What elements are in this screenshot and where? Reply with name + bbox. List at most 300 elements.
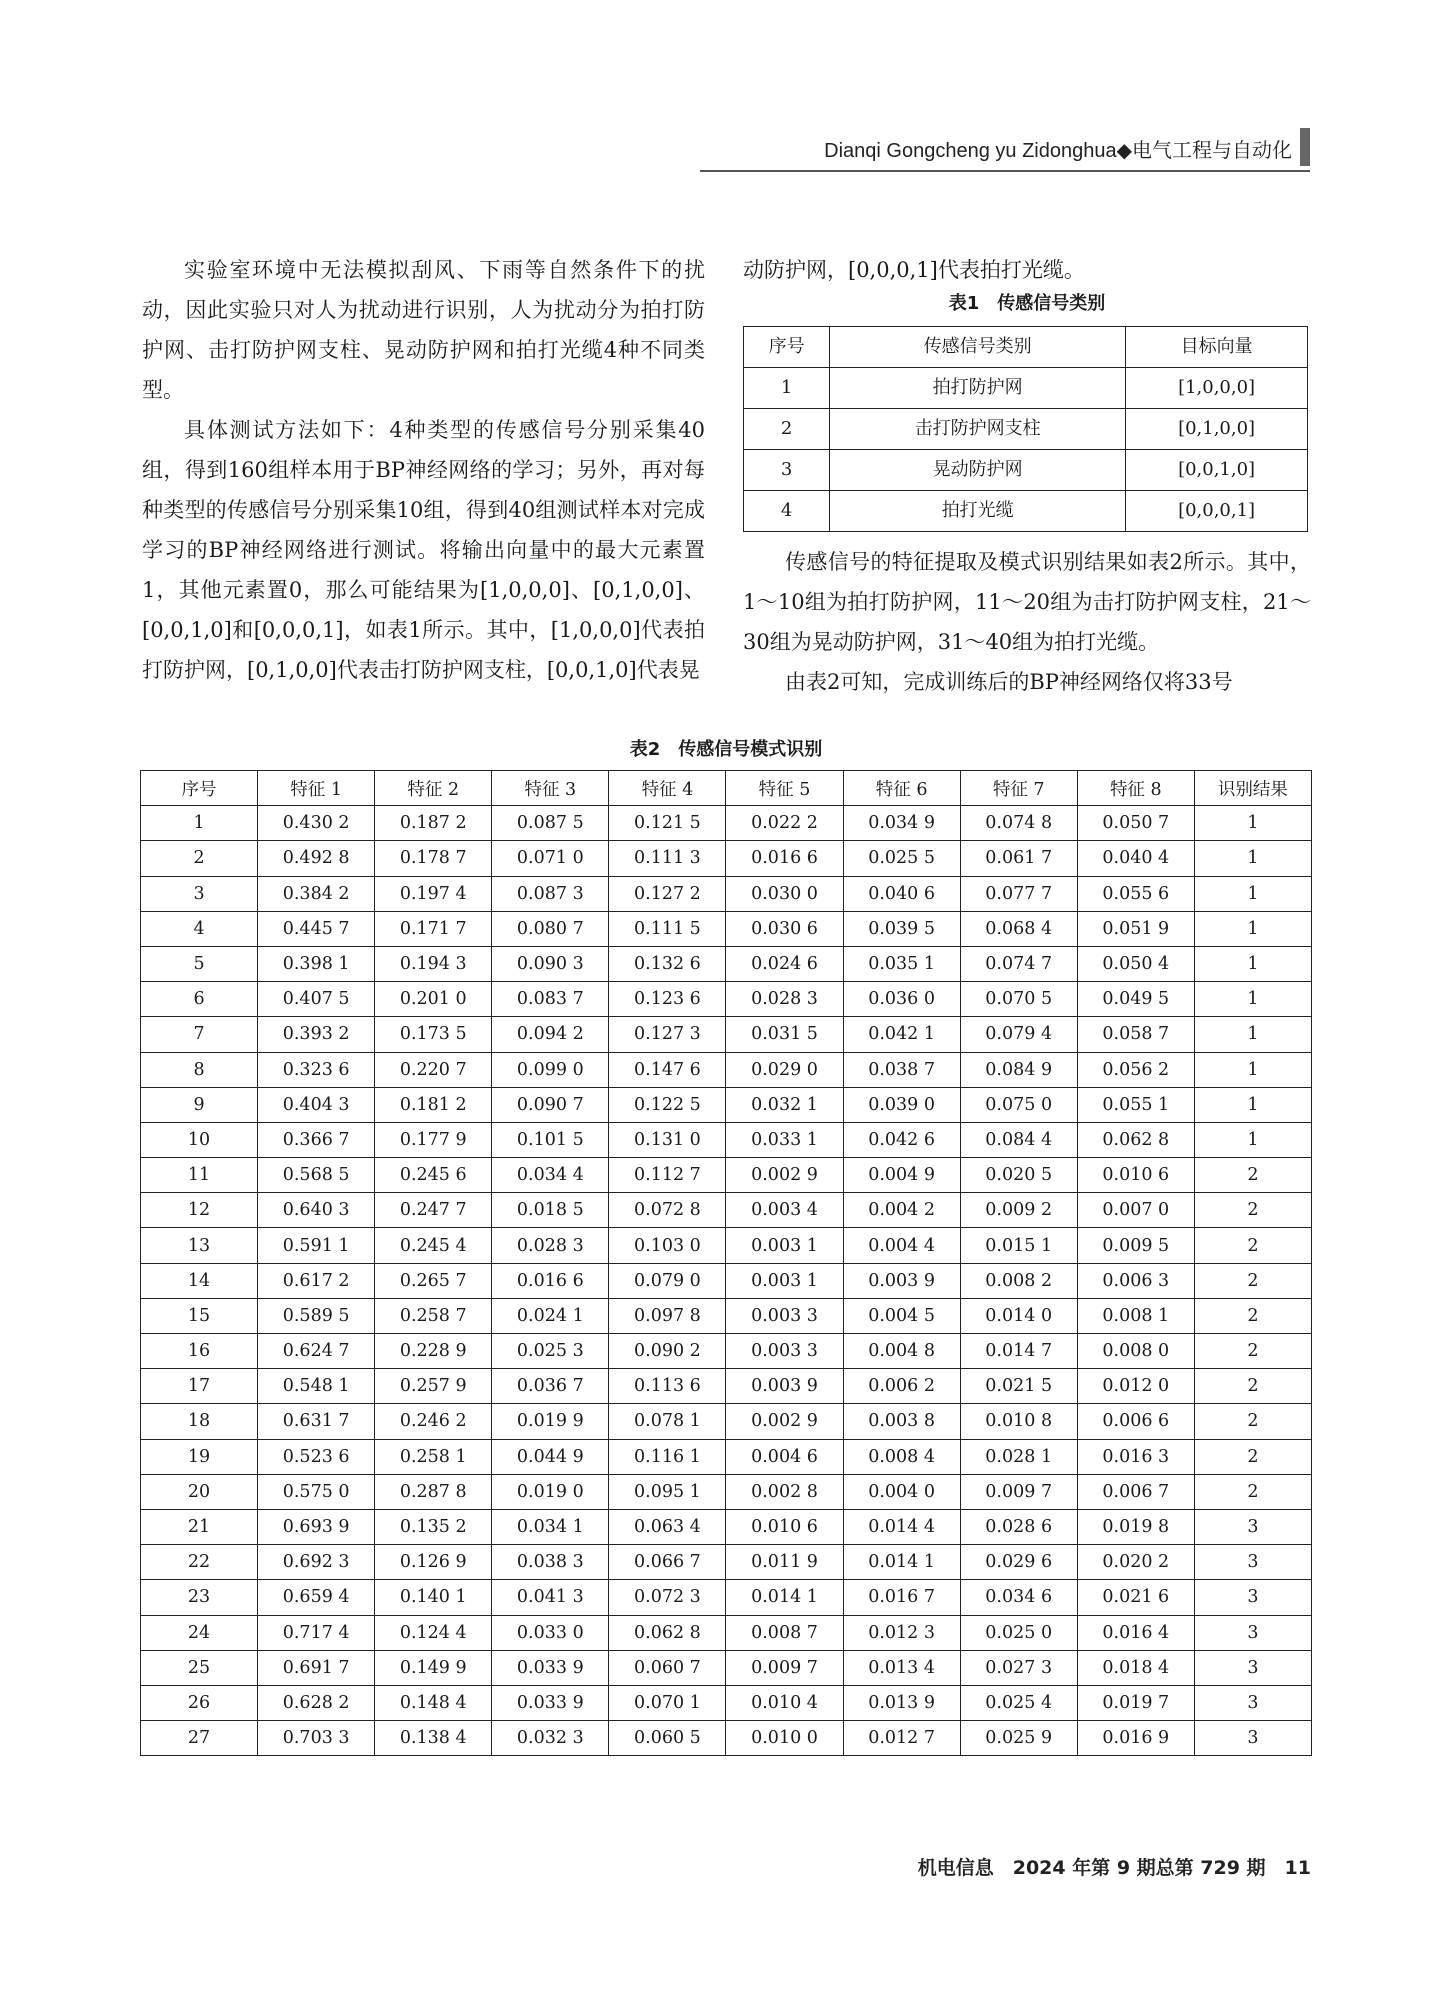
table-cell: 拍打防护网 <box>830 368 1126 409</box>
table-cell: 0.010 8 <box>960 1404 1077 1439</box>
table-cell: 0.071 0 <box>492 841 609 876</box>
table-cell: 1 <box>1194 806 1311 841</box>
table-cell: 2 <box>1194 1158 1311 1193</box>
table-row <box>141 1298 1312 1333</box>
table-cell: 23 <box>141 1580 258 1615</box>
table-cell: 0.014 0 <box>960 1298 1077 1333</box>
table-cell: 0.040 4 <box>1077 841 1194 876</box>
column-header: 序号 <box>744 327 830 368</box>
table-cell: 0.010 0 <box>726 1721 843 1756</box>
table-cell: 0.032 3 <box>492 1721 609 1756</box>
table-cell: [0,0,0,1] <box>1126 491 1308 532</box>
table-cell: 0.028 1 <box>960 1439 1077 1474</box>
paragraph: 动防护网，[0,0,0,1]代表拍打光缆。 <box>743 258 1085 282</box>
table-cell: 0.245 4 <box>375 1228 492 1263</box>
header-bar <box>1300 128 1310 166</box>
table-cell: 0.006 7 <box>1077 1474 1194 1509</box>
table-cell: 0.147 6 <box>609 1052 726 1087</box>
table-cell: 0.025 0 <box>960 1615 1077 1650</box>
table-cell: 0.617 2 <box>258 1263 375 1298</box>
table-cell: 0.033 9 <box>492 1650 609 1685</box>
table-cell: 0.002 9 <box>726 1404 843 1439</box>
table-cell: 0.009 2 <box>960 1193 1077 1228</box>
table-cell: 0.019 9 <box>492 1404 609 1439</box>
table-cell: 0.004 6 <box>726 1439 843 1474</box>
table-cell: 0.008 1 <box>1077 1298 1194 1333</box>
table-cell: 8 <box>141 1052 258 1087</box>
table-cell: 11 <box>141 1158 258 1193</box>
table-cell: 0.016 4 <box>1077 1615 1194 1650</box>
table-cell: 0.010 6 <box>726 1509 843 1544</box>
table-cell: 0.257 9 <box>375 1369 492 1404</box>
table-cell: [1,0,0,0] <box>1126 368 1308 409</box>
table-cell: 0.025 9 <box>960 1721 1077 1756</box>
table-cell: 0.031 5 <box>726 1017 843 1052</box>
table-cell: 0.003 1 <box>726 1263 843 1298</box>
column-header: 特征 4 <box>609 771 726 806</box>
table-cell: 0.030 6 <box>726 911 843 946</box>
table-row <box>141 1052 1312 1087</box>
table2-caption: 表2 传感信号模式识别 <box>629 739 823 760</box>
table-cell: 0.121 5 <box>609 806 726 841</box>
table2 <box>140 770 1312 1756</box>
table-cell: 0.628 2 <box>258 1685 375 1720</box>
table-cell: 0.101 5 <box>492 1122 609 1157</box>
table-cell: 0.061 7 <box>960 841 1077 876</box>
table-cell: 0.097 8 <box>609 1298 726 1333</box>
table-cell: 0.056 2 <box>1077 1052 1194 1087</box>
paragraph: 实验室环境中无法模拟刮风、下雨等自然条件下的扰动，因此实验只对人为扰动进行识别，人为扰动分为拍打防护网、击打防护网支柱、晃动防护网和拍打光缆4种不同类型。 <box>142 258 705 402</box>
table-cell: 0.631 7 <box>258 1404 375 1439</box>
table-row <box>141 1369 1312 1404</box>
column-header: 序号 <box>141 771 258 806</box>
table-cell: 0.074 8 <box>960 806 1077 841</box>
table-cell: 0.033 0 <box>492 1615 609 1650</box>
table-cell: 0.038 3 <box>492 1545 609 1580</box>
table-row <box>141 911 1312 946</box>
table-cell: 0.038 7 <box>843 1052 960 1087</box>
column-header: 识别结果 <box>1194 771 1311 806</box>
table-cell: 1 <box>1194 1087 1311 1122</box>
table-cell: 2 <box>1194 1228 1311 1263</box>
table-cell: 0.103 0 <box>609 1228 726 1263</box>
table-cell: 0.072 8 <box>609 1193 726 1228</box>
table-cell: 0.004 4 <box>843 1228 960 1263</box>
table-cell: 6 <box>141 982 258 1017</box>
table-cell: 1 <box>1194 1122 1311 1157</box>
table-cell: 0.135 2 <box>375 1509 492 1544</box>
table-cell: 16 <box>141 1334 258 1369</box>
table-cell: 0.013 9 <box>843 1685 960 1720</box>
table-cell: 4 <box>141 911 258 946</box>
table1-header-row <box>744 327 1308 368</box>
table-cell: 5 <box>141 946 258 981</box>
table-cell: 0.050 4 <box>1077 946 1194 981</box>
table-cell: 0.094 2 <box>492 1017 609 1052</box>
table-cell: 0.099 0 <box>492 1052 609 1087</box>
table-cell: 0.021 6 <box>1077 1580 1194 1615</box>
table-cell: 10 <box>141 1122 258 1157</box>
table-row <box>141 806 1312 841</box>
table-cell: 0.006 3 <box>1077 1263 1194 1298</box>
column-header: 特征 5 <box>726 771 843 806</box>
table-cell: 0.407 5 <box>258 982 375 1017</box>
table-cell: 0.042 6 <box>843 1122 960 1157</box>
table-cell: 0.003 4 <box>726 1193 843 1228</box>
table-cell: 0.083 7 <box>492 982 609 1017</box>
table-cell: 0.012 3 <box>843 1615 960 1650</box>
table-cell: 3 <box>1194 1580 1311 1615</box>
table-cell: 0.194 3 <box>375 946 492 981</box>
table1-body <box>744 368 1308 532</box>
table-cell: 0.051 9 <box>1077 911 1194 946</box>
table-row <box>141 1580 1312 1615</box>
table-cell: 3 <box>744 450 830 491</box>
table-row <box>141 1721 1312 1756</box>
column-header: 特征 1 <box>258 771 375 806</box>
table-cell: 0.003 8 <box>843 1404 960 1439</box>
table-cell: 0.430 2 <box>258 806 375 841</box>
table-cell: 0.220 7 <box>375 1052 492 1087</box>
table-cell: 0.030 0 <box>726 876 843 911</box>
table-cell: 0.693 9 <box>258 1509 375 1544</box>
table-cell: 0.014 1 <box>726 1580 843 1615</box>
table-cell: 0.187 2 <box>375 806 492 841</box>
table-cell: 0.016 7 <box>843 1580 960 1615</box>
table-cell: 1 <box>1194 841 1311 876</box>
table-cell: 19 <box>141 1439 258 1474</box>
table-row <box>141 841 1312 876</box>
table-cell: 0.287 8 <box>375 1474 492 1509</box>
table-cell: 0.036 0 <box>843 982 960 1017</box>
table-cell: 26 <box>141 1685 258 1720</box>
table-cell: 0.068 4 <box>960 911 1077 946</box>
table-cell: 0.127 2 <box>609 876 726 911</box>
table-cell: 0.717 4 <box>258 1615 375 1650</box>
table-cell: 3 <box>141 876 258 911</box>
table-cell: 0.018 5 <box>492 1193 609 1228</box>
table-cell: 1 <box>1194 1017 1311 1052</box>
column-header: 目标向量 <box>1126 327 1308 368</box>
table-cell: 0.024 6 <box>726 946 843 981</box>
table-cell: 0.004 0 <box>843 1474 960 1509</box>
table-cell: 0.078 1 <box>609 1404 726 1439</box>
table-cell: 0.060 7 <box>609 1650 726 1685</box>
table-cell: 27 <box>141 1721 258 1756</box>
table-cell: 20 <box>141 1474 258 1509</box>
table-cell: 晃动防护网 <box>830 450 1126 491</box>
table-cell: 0.149 9 <box>375 1650 492 1685</box>
table-cell: 0.070 1 <box>609 1685 726 1720</box>
table-cell: 0.591 1 <box>258 1228 375 1263</box>
table-row <box>141 1263 1312 1298</box>
table-cell: 0.228 9 <box>375 1334 492 1369</box>
table-cell: 0.258 1 <box>375 1439 492 1474</box>
table-cell: 0.029 6 <box>960 1545 1077 1580</box>
table-row <box>744 491 1308 532</box>
table-cell: 0.027 3 <box>960 1650 1077 1685</box>
table-cell: 0.003 9 <box>843 1263 960 1298</box>
table-cell: 0.016 6 <box>492 1263 609 1298</box>
table-cell: 0.019 8 <box>1077 1509 1194 1544</box>
table-cell: 1 <box>1194 982 1311 1017</box>
table-cell: 3 <box>1194 1650 1311 1685</box>
table-cell: 0.112 7 <box>609 1158 726 1193</box>
table-row <box>141 1650 1312 1685</box>
table-cell: 18 <box>141 1404 258 1439</box>
table-cell: 0.008 2 <box>960 1263 1077 1298</box>
table-cell: 0.148 4 <box>375 1685 492 1720</box>
table-cell: 0.568 5 <box>258 1158 375 1193</box>
table-cell: 0.079 0 <box>609 1263 726 1298</box>
table-cell: 0.245 6 <box>375 1158 492 1193</box>
table-cell: 0.090 7 <box>492 1087 609 1122</box>
table-cell: 0.063 4 <box>609 1509 726 1544</box>
table-cell: 0.113 6 <box>609 1369 726 1404</box>
table-cell: 3 <box>1194 1685 1311 1720</box>
table-cell: 0.384 2 <box>258 876 375 911</box>
table-cell: 0.640 3 <box>258 1193 375 1228</box>
table-cell: 0.077 7 <box>960 876 1077 911</box>
table-cell: 0.062 8 <box>1077 1122 1194 1157</box>
table-cell: 0.025 3 <box>492 1334 609 1369</box>
table-cell: 3 <box>1194 1545 1311 1580</box>
table-cell: 0.072 3 <box>609 1580 726 1615</box>
table-cell: 0.178 7 <box>375 841 492 876</box>
table-cell: 0.025 5 <box>843 841 960 876</box>
table-cell: 击打防护网支柱 <box>830 409 1126 450</box>
table-cell: 14 <box>141 1263 258 1298</box>
table-cell: 0.111 5 <box>609 911 726 946</box>
table-cell: 0.138 4 <box>375 1721 492 1756</box>
table-cell: 2 <box>1194 1334 1311 1369</box>
table-cell: 1 <box>1194 1052 1311 1087</box>
table-cell: 0.006 6 <box>1077 1404 1194 1439</box>
table-row <box>141 1017 1312 1052</box>
table-cell: 0.087 5 <box>492 806 609 841</box>
table-row <box>141 982 1312 1017</box>
table-cell: 0.021 5 <box>960 1369 1077 1404</box>
journal-chinese-title: 电气工程与自动化 <box>1132 140 1292 162</box>
table-cell: 0.018 4 <box>1077 1650 1194 1685</box>
table-cell: 0.079 4 <box>960 1017 1077 1052</box>
table-row <box>141 946 1312 981</box>
table-cell: 0.019 0 <box>492 1474 609 1509</box>
column-header: 特征 7 <box>960 771 1077 806</box>
table2-body <box>141 806 1312 1756</box>
table-cell: 0.033 9 <box>492 1685 609 1720</box>
column-header: 特征 3 <box>492 771 609 806</box>
table-cell: 0.036 7 <box>492 1369 609 1404</box>
table-cell: 0.034 1 <box>492 1509 609 1544</box>
table-cell: 0.003 1 <box>726 1228 843 1263</box>
table-cell: 0.008 0 <box>1077 1334 1194 1369</box>
table-cell: 0.010 6 <box>1077 1158 1194 1193</box>
table-cell: 0.126 9 <box>375 1545 492 1580</box>
table-cell: [0,1,0,0] <box>1126 409 1308 450</box>
table-cell: 0.006 2 <box>843 1369 960 1404</box>
table-cell: 13 <box>141 1228 258 1263</box>
table-cell: 0.398 1 <box>258 946 375 981</box>
table-cell: 0.127 3 <box>609 1017 726 1052</box>
table-cell: 0.008 4 <box>843 1439 960 1474</box>
table-cell: 0.132 6 <box>609 946 726 981</box>
table-cell: 0.016 6 <box>726 841 843 876</box>
table-cell: 0.074 7 <box>960 946 1077 981</box>
table-row <box>141 1615 1312 1650</box>
table-cell: 1 <box>744 368 830 409</box>
table-cell: 2 <box>1194 1298 1311 1333</box>
table-cell: 0.029 0 <box>726 1052 843 1087</box>
table-cell: 0.044 9 <box>492 1439 609 1474</box>
table-cell: 0.116 1 <box>609 1439 726 1474</box>
table-cell: 0.013 4 <box>843 1650 960 1685</box>
table-cell: 0.087 3 <box>492 876 609 911</box>
table-cell: 0.492 8 <box>258 841 375 876</box>
table-cell: 0.589 5 <box>258 1298 375 1333</box>
table-cell: 0.201 0 <box>375 982 492 1017</box>
table-cell: 0.015 1 <box>960 1228 1077 1263</box>
table-cell: 0.080 7 <box>492 911 609 946</box>
table-cell: 0.090 2 <box>609 1334 726 1369</box>
table-cell: 0.173 5 <box>375 1017 492 1052</box>
table-cell: 0.124 4 <box>375 1615 492 1650</box>
table-cell: 0.123 6 <box>609 982 726 1017</box>
table-cell: 0.050 7 <box>1077 806 1194 841</box>
table-cell: 0.034 6 <box>960 1580 1077 1615</box>
table-cell: 0.523 6 <box>258 1439 375 1474</box>
table-cell: 0.010 4 <box>726 1685 843 1720</box>
table-cell: 0.009 5 <box>1077 1228 1194 1263</box>
table-cell: 0.692 3 <box>258 1545 375 1580</box>
paragraph: 由表2可知，完成训练后的BP神经网络仅将33号 <box>785 670 1233 694</box>
table-cell: 24 <box>141 1615 258 1650</box>
table-cell: 0.265 7 <box>375 1263 492 1298</box>
table-cell: 2 <box>1194 1474 1311 1509</box>
table-row <box>141 1228 1312 1263</box>
table-cell: 0.055 6 <box>1077 876 1194 911</box>
table-cell: 0.691 7 <box>258 1650 375 1685</box>
table1-caption: 表1 传感信号类别 <box>948 293 1106 314</box>
table-cell: 0.028 3 <box>492 1228 609 1263</box>
table-row <box>141 1685 1312 1720</box>
table-cell: 0.366 7 <box>258 1122 375 1157</box>
table-cell: 0.004 8 <box>843 1334 960 1369</box>
table-row <box>744 409 1308 450</box>
table-row <box>141 1474 1312 1509</box>
table-cell: 0.055 1 <box>1077 1087 1194 1122</box>
journal-title <box>824 134 1292 163</box>
table-cell: 0.020 5 <box>960 1158 1077 1193</box>
table-cell: 22 <box>141 1545 258 1580</box>
table-cell: 0.131 0 <box>609 1122 726 1157</box>
table-cell: 0.575 0 <box>258 1474 375 1509</box>
table2-section <box>140 736 1312 1756</box>
table-cell: 2 <box>1194 1263 1311 1298</box>
table-row <box>744 368 1308 409</box>
table-cell: 0.624 7 <box>258 1334 375 1369</box>
table-cell: 0.028 3 <box>726 982 843 1017</box>
table-cell: 0.040 6 <box>843 876 960 911</box>
table-cell: 0.002 9 <box>726 1158 843 1193</box>
table-cell: 0.084 4 <box>960 1122 1077 1157</box>
table-row <box>141 1509 1312 1544</box>
table-cell: 0.042 1 <box>843 1017 960 1052</box>
table-cell: 0.171 7 <box>375 911 492 946</box>
table-cell: 0.016 9 <box>1077 1721 1194 1756</box>
table-cell: 2 <box>1194 1193 1311 1228</box>
table-cell: 25 <box>141 1650 258 1685</box>
diamond-separator: ◆ <box>1116 140 1132 162</box>
column-header: 传感信号类别 <box>830 327 1126 368</box>
table-cell: 2 <box>744 409 830 450</box>
table-cell: 0.028 6 <box>960 1509 1077 1544</box>
table-cell: 0.039 0 <box>843 1087 960 1122</box>
table-cell: 2 <box>141 841 258 876</box>
table-cell: 0.016 3 <box>1077 1439 1194 1474</box>
table-cell: 0.548 1 <box>258 1369 375 1404</box>
table-cell: 0.111 3 <box>609 841 726 876</box>
table-row <box>141 1545 1312 1580</box>
table-cell: 0.258 7 <box>375 1298 492 1333</box>
table-cell: 15 <box>141 1298 258 1333</box>
table-cell: 0.323 6 <box>258 1052 375 1087</box>
table-cell: 0.039 5 <box>843 911 960 946</box>
table-cell: 2 <box>1194 1404 1311 1439</box>
table-row <box>141 1404 1312 1439</box>
table-cell: 0.033 1 <box>726 1122 843 1157</box>
table-cell: 3 <box>1194 1721 1311 1756</box>
table-cell: 0.095 1 <box>609 1474 726 1509</box>
table-cell: 1 <box>141 806 258 841</box>
table-cell: 0.032 1 <box>726 1087 843 1122</box>
table1 <box>743 326 1308 532</box>
table-cell: 0.002 8 <box>726 1474 843 1509</box>
table-cell: 0.393 2 <box>258 1017 375 1052</box>
table-cell: 0.034 9 <box>843 806 960 841</box>
table-cell: 2 <box>1194 1439 1311 1474</box>
table-cell: 0.066 7 <box>609 1545 726 1580</box>
table-row <box>141 1334 1312 1369</box>
table-cell: 3 <box>1194 1615 1311 1650</box>
table-cell: 0.009 7 <box>960 1474 1077 1509</box>
column-header: 特征 6 <box>843 771 960 806</box>
table-cell: 0.659 4 <box>258 1580 375 1615</box>
table-cell: 0.004 2 <box>843 1193 960 1228</box>
table-cell: 0.197 4 <box>375 876 492 911</box>
table-row <box>141 1193 1312 1228</box>
table-cell: 0.003 3 <box>726 1334 843 1369</box>
table-cell: 21 <box>141 1509 258 1544</box>
column-header: 特征 8 <box>1077 771 1194 806</box>
table-cell: 0.020 2 <box>1077 1545 1194 1580</box>
table-row <box>141 1087 1312 1122</box>
table-cell: 0.058 7 <box>1077 1017 1194 1052</box>
table-cell: 0.122 5 <box>609 1087 726 1122</box>
table-cell: 1 <box>1194 876 1311 911</box>
table-cell: 0.009 7 <box>726 1650 843 1685</box>
table-cell: 0.008 7 <box>726 1615 843 1650</box>
table-cell: 0.404 3 <box>258 1087 375 1122</box>
table-cell: 0.035 1 <box>843 946 960 981</box>
table-cell: 4 <box>744 491 830 532</box>
table-cell: 0.060 5 <box>609 1721 726 1756</box>
table-row <box>744 450 1308 491</box>
table-cell: 0.019 7 <box>1077 1685 1194 1720</box>
table-cell: 12 <box>141 1193 258 1228</box>
table-cell: 0.025 4 <box>960 1685 1077 1720</box>
table-cell: 0.011 9 <box>726 1545 843 1580</box>
